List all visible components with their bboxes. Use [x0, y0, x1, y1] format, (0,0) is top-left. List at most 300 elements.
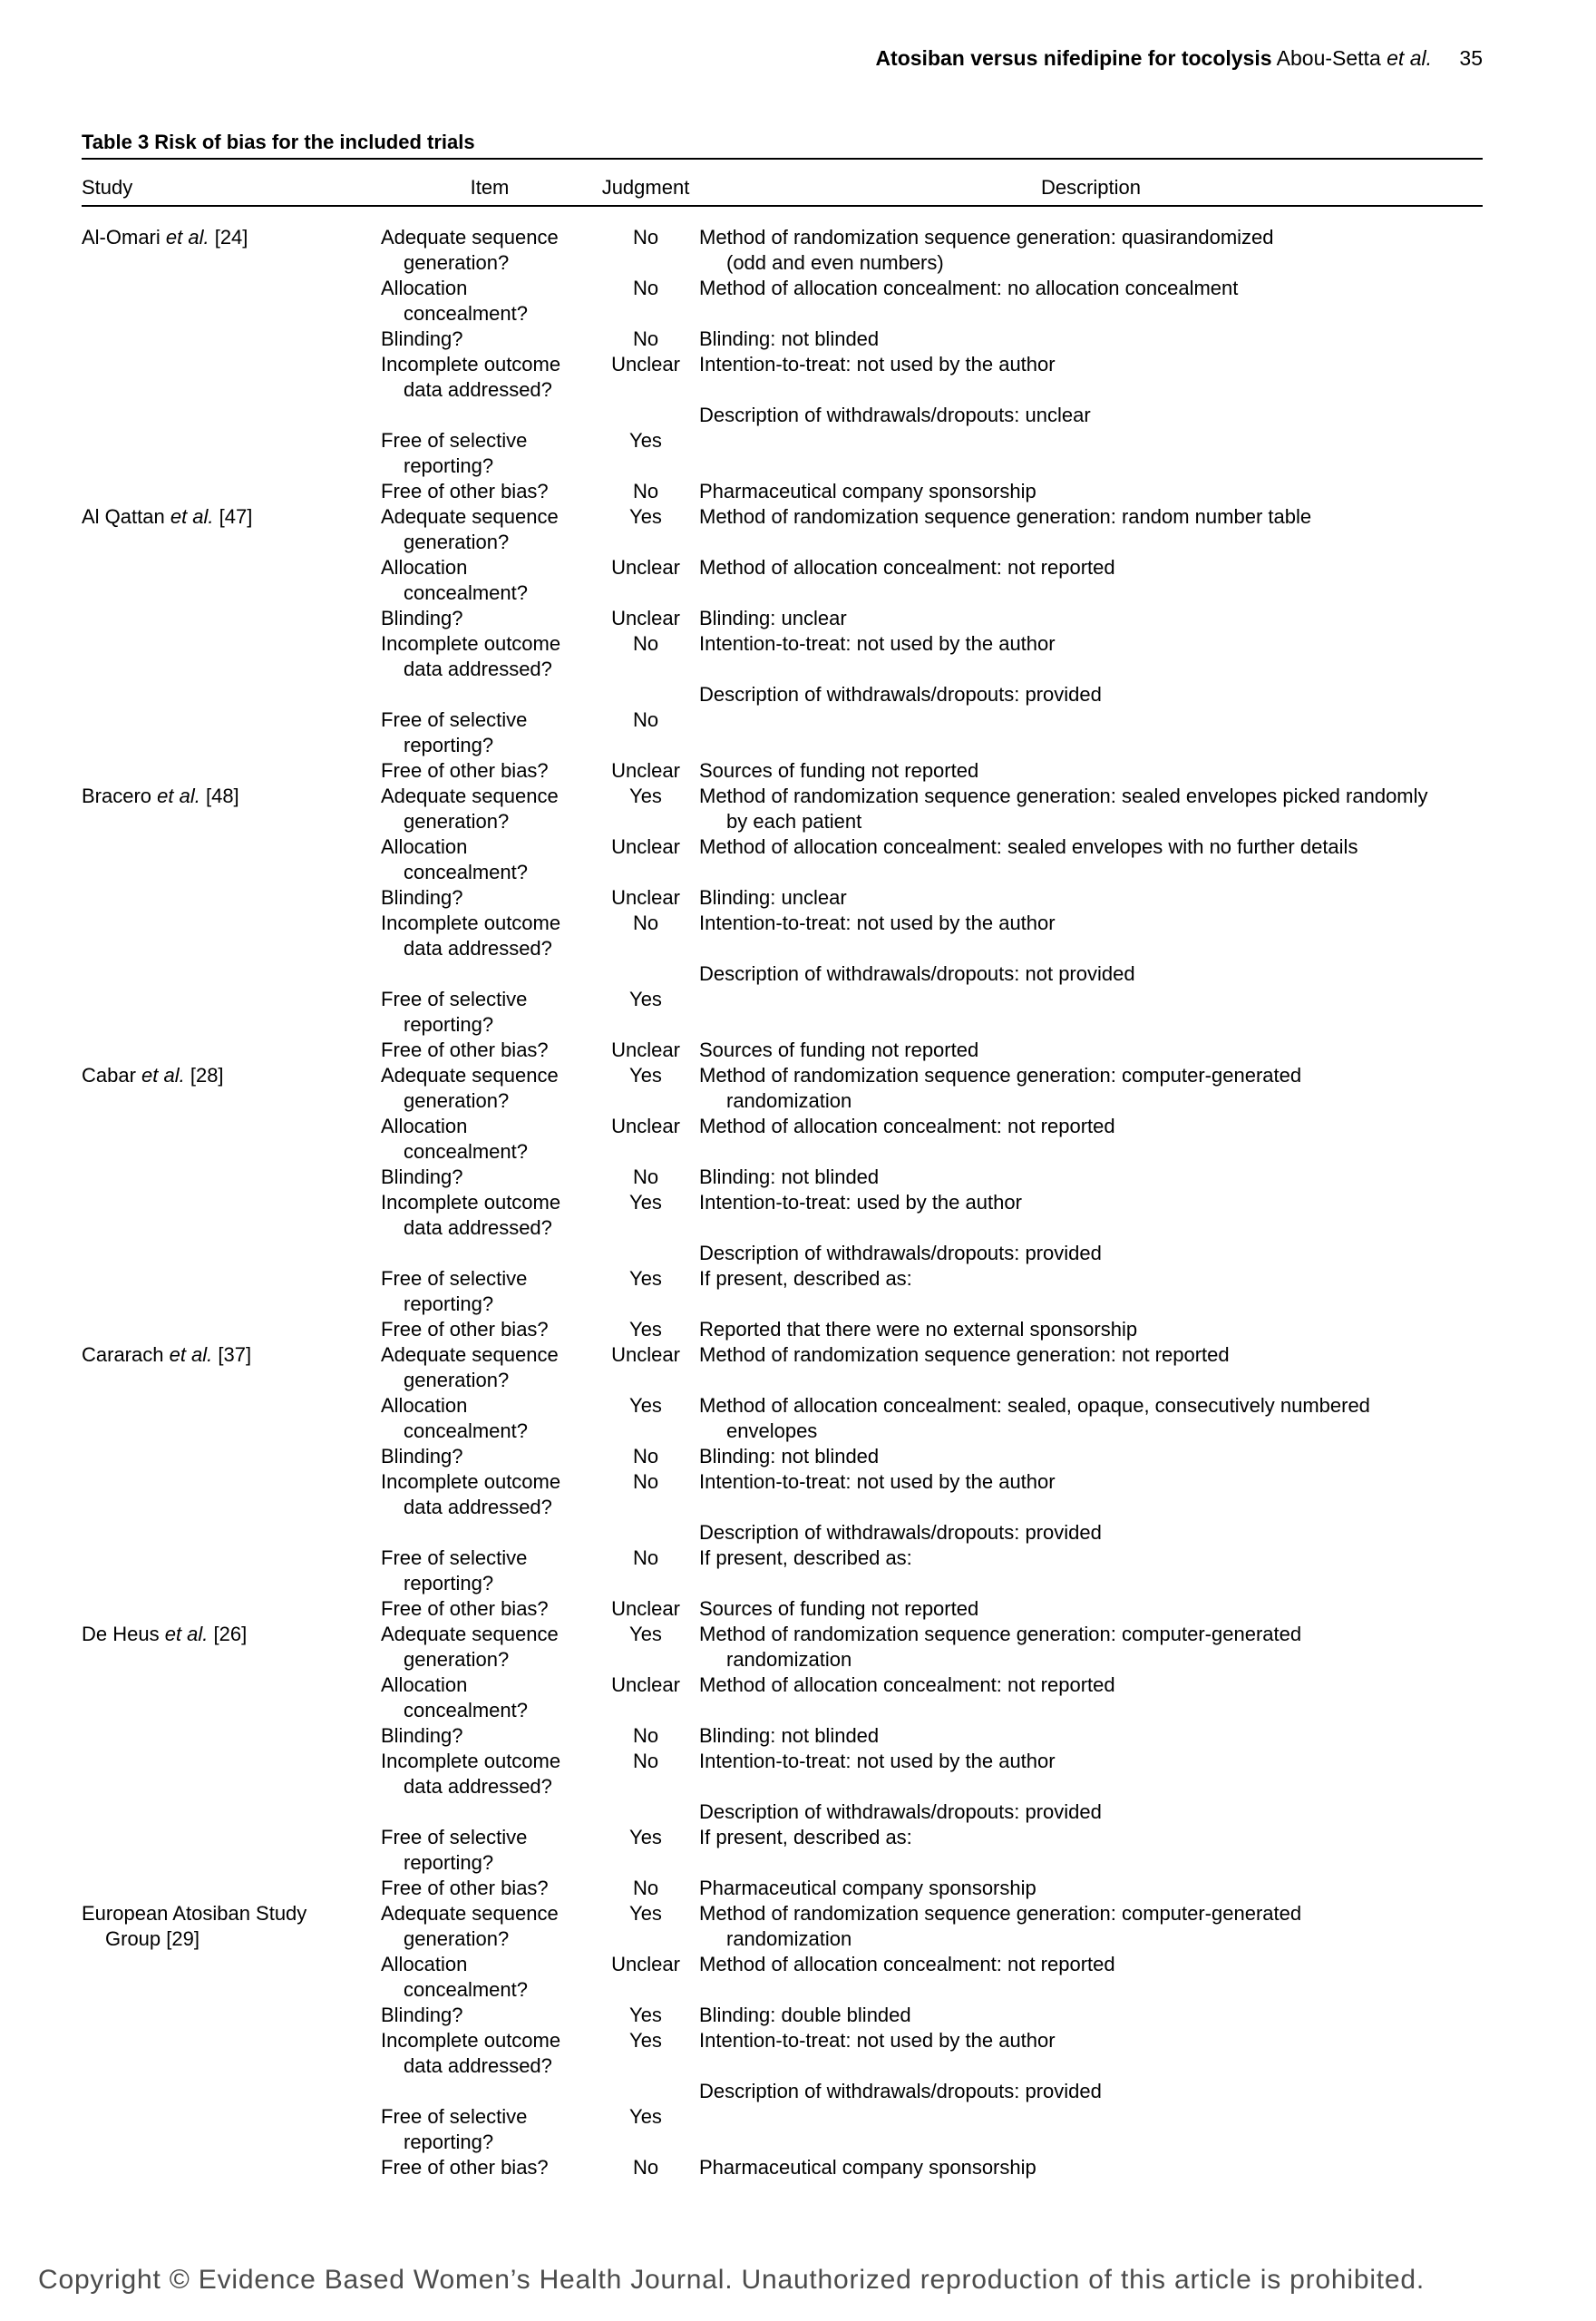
bias-item-row — [82, 961, 1483, 987]
judgment-cell: Unclear — [611, 759, 680, 782]
description-line: envelopes — [726, 1419, 818, 1442]
item-cell — [381, 2028, 598, 2079]
description-cell — [693, 885, 1483, 911]
bias-item-row — [82, 2028, 1483, 2079]
bias-item-row — [82, 1266, 1483, 1317]
description-line: Blinding: unclear — [699, 886, 847, 909]
description-line: Intention-to-treat: not used by the author — [699, 2029, 1056, 2052]
description-line: Blinding: not blinded — [699, 1165, 880, 1188]
judgment-cell: No — [632, 1470, 659, 1493]
item-cell — [381, 1876, 598, 1901]
judgment-cell: Yes — [629, 785, 662, 807]
item-line: generation? — [404, 810, 510, 833]
item-line: Adequate sequence — [381, 1343, 559, 1366]
judgment-cell: Yes — [629, 1902, 662, 1925]
judgment-cell: No — [632, 632, 659, 655]
item-line: Blinding? — [381, 1724, 463, 1747]
description-cell — [693, 1876, 1483, 1901]
item-line: Incomplete outcome — [381, 912, 561, 934]
judgment-cell: No — [632, 480, 659, 502]
item-cell — [381, 327, 598, 352]
bias-item-row — [82, 327, 1483, 352]
description-line: Method of randomization sequence generation: random number table — [699, 505, 1312, 528]
description-line: Description of withdrawals/dropouts: provided — [699, 683, 1102, 706]
item-line: Incomplete outcome — [381, 1470, 561, 1493]
item-line: Allocation — [381, 1115, 468, 1137]
description-cell — [693, 1063, 1483, 1114]
study-name-line: Cabar et al. [28] — [82, 1064, 224, 1087]
item-line: Free of selective — [381, 1267, 528, 1290]
item-line: Adequate sequence — [381, 226, 559, 249]
judgment-cell: No — [632, 912, 659, 934]
study-name-line: Group [29] — [105, 1927, 200, 1950]
item-line: Allocation — [381, 1394, 468, 1417]
description-cell — [693, 225, 1483, 276]
bias-item-row — [82, 1114, 1483, 1165]
item-line: data addressed? — [404, 1216, 552, 1239]
study-name-cell — [82, 1622, 381, 1647]
description-cell — [693, 1444, 1483, 1469]
judgment-cell: Unclear — [611, 835, 680, 858]
description-line: Method of allocation concealment: not reported — [699, 1115, 1115, 1137]
item-cell — [381, 1266, 598, 1317]
item-line: Allocation — [381, 1673, 468, 1696]
bias-item-row — [82, 2155, 1483, 2180]
judgment-cell: Yes — [629, 1318, 662, 1341]
item-cell — [381, 504, 598, 555]
study-et-al: et al. — [164, 505, 214, 528]
item-line: Free of other bias? — [381, 1597, 549, 1620]
item-cell — [381, 1190, 598, 1241]
item-cell — [381, 1342, 598, 1393]
item-line: generation? — [404, 1369, 510, 1391]
item-cell — [381, 1038, 598, 1063]
judgment-cell: No — [632, 1445, 659, 1468]
description-line: (odd and even numbers) — [726, 251, 944, 274]
bias-item-row — [82, 682, 1483, 707]
item-line: Free of selective — [381, 1826, 528, 1848]
running-head — [82, 45, 1483, 71]
judgment-cell: No — [632, 2156, 659, 2179]
study-name-line: Bracero et al. [48] — [82, 785, 239, 807]
description-line: Method of randomization sequence generation: not reported — [699, 1343, 1230, 1366]
description-line: Blinding: double blinded — [699, 2004, 911, 2026]
description-cell — [693, 784, 1483, 834]
description-cell — [693, 911, 1483, 936]
judgment-cell: Yes — [629, 2105, 662, 2128]
description-line: randomization — [726, 1927, 852, 1950]
judgment-cell: Unclear — [611, 1597, 680, 1620]
bias-item-row — [82, 1444, 1483, 1469]
bias-item-row — [82, 1520, 1483, 1546]
bias-item-row — [82, 1469, 1483, 1520]
item-line: Blinding? — [381, 607, 463, 629]
description-cell — [693, 1952, 1483, 1977]
running-head-author: Abou-Setta — [1276, 46, 1381, 70]
table-header-row — [82, 175, 1483, 200]
bias-item-row — [82, 1825, 1483, 1876]
description-line: Description of withdrawals/dropouts: provided — [699, 1800, 1102, 1823]
description-cell — [693, 758, 1483, 784]
item-line: generation? — [404, 531, 510, 553]
item-cell — [381, 1393, 598, 1444]
item-line: Blinding? — [381, 327, 463, 350]
description-cell — [693, 834, 1483, 860]
item-line: data addressed? — [404, 2054, 552, 2077]
judgment-cell: Yes — [629, 1267, 662, 1290]
item-line: Incomplete outcome — [381, 632, 561, 655]
item-line: Free of other bias? — [381, 759, 549, 782]
item-cell — [381, 1317, 598, 1342]
description-cell — [693, 1469, 1483, 1495]
item-cell — [381, 225, 598, 276]
item-cell — [381, 758, 598, 784]
judgment-cell: Yes — [629, 2004, 662, 2026]
item-line: Free of selective — [381, 1546, 528, 1569]
item-line: concealment? — [404, 1140, 528, 1163]
item-line: generation? — [404, 251, 510, 274]
description-cell — [693, 1317, 1483, 1342]
table-header-rule — [82, 205, 1483, 207]
study-et-al: et al. — [163, 1343, 213, 1366]
description-line: Pharmaceutical company sponsorship — [699, 1877, 1036, 1899]
judgment-cell: Unclear — [611, 1039, 680, 1061]
item-line: Blinding? — [381, 1445, 463, 1468]
bias-item-row — [82, 987, 1483, 1038]
bias-item-row — [82, 225, 1483, 276]
bias-item-row — [82, 606, 1483, 631]
study-block — [82, 1901, 1483, 2180]
bias-item-row — [82, 1241, 1483, 1266]
bias-item-row — [82, 1393, 1483, 1444]
description-cell — [693, 1749, 1483, 1774]
judgment-cell: No — [632, 1724, 659, 1747]
description-cell — [693, 276, 1483, 301]
item-cell — [381, 1622, 598, 1672]
item-line: reporting? — [404, 1572, 494, 1594]
bias-item-row — [82, 631, 1483, 682]
item-cell — [381, 428, 598, 479]
running-head-title: Atosiban versus nifedipine for tocolysis — [875, 46, 1272, 70]
judgment-cell: Unclear — [611, 1673, 680, 1696]
item-line: reporting? — [404, 734, 494, 756]
item-line: Allocation — [381, 835, 468, 858]
item-line: Allocation — [381, 556, 468, 579]
study-name-cell — [82, 1063, 381, 1088]
item-line: Free of selective — [381, 988, 528, 1010]
item-cell — [381, 1114, 598, 1165]
description-line: Blinding: not blinded — [699, 327, 880, 350]
study-block — [82, 784, 1483, 1063]
item-line: reporting? — [404, 1851, 494, 1874]
item-line: data addressed? — [404, 1496, 552, 1518]
description-cell — [693, 2079, 1483, 2104]
item-cell — [381, 885, 598, 911]
item-line: Incomplete outcome — [381, 1750, 561, 1772]
study-name-line: Al Qattan et al. [47] — [82, 505, 253, 528]
description-cell — [693, 961, 1483, 987]
item-line: Adequate sequence — [381, 505, 559, 528]
item-line: data addressed? — [404, 378, 552, 401]
description-cell — [693, 479, 1483, 504]
study-name-line: Cararach et al. [37] — [82, 1343, 252, 1366]
description-line: Method of allocation concealment: sealed, opaque, consecutively numbered — [699, 1394, 1370, 1417]
page-number: 35 — [1459, 46, 1483, 70]
judgment-cell: Unclear — [611, 556, 680, 579]
column-header-item: Item — [470, 176, 510, 199]
item-cell — [381, 1901, 598, 1952]
bias-item-row — [82, 911, 1483, 961]
description-cell — [693, 631, 1483, 657]
description-cell — [693, 1038, 1483, 1063]
description-cell — [693, 1114, 1483, 1139]
item-cell — [381, 631, 598, 682]
item-line: reporting? — [404, 1292, 494, 1315]
item-line: concealment? — [404, 302, 528, 325]
item-line: concealment? — [404, 1978, 528, 2001]
study-et-al: et al. — [135, 1064, 185, 1087]
bias-item-row — [82, 834, 1483, 885]
item-line: concealment? — [404, 581, 528, 604]
item-line: data addressed? — [404, 937, 552, 960]
item-line: Allocation — [381, 1953, 468, 1975]
description-line: Intention-to-treat: not used by the author — [699, 1750, 1056, 1772]
description-line: If present, described as: — [699, 1826, 912, 1848]
bias-item-row — [82, 885, 1483, 911]
study-block — [82, 225, 1483, 504]
description-cell — [693, 1546, 1483, 1571]
item-cell — [381, 1952, 598, 2003]
item-cell — [381, 352, 598, 403]
description-cell — [693, 1799, 1483, 1825]
bias-item-row — [82, 428, 1483, 479]
study-block — [82, 1342, 1483, 1622]
judgment-cell: Yes — [629, 505, 662, 528]
item-line: data addressed? — [404, 1775, 552, 1798]
bias-item-row — [82, 2104, 1483, 2155]
study-et-al: et al. — [159, 1623, 209, 1645]
item-line: Adequate sequence — [381, 1064, 559, 1087]
item-line: Free of selective — [381, 429, 528, 452]
bias-item-row — [82, 479, 1483, 504]
description-cell — [693, 1622, 1483, 1672]
description-cell — [693, 403, 1483, 428]
bias-item-row — [82, 276, 1483, 327]
bias-item-row — [82, 1672, 1483, 1723]
item-line: Free of other bias? — [381, 1877, 549, 1899]
description-line: Method of randomization sequence generation: computer-generated — [699, 1902, 1302, 1925]
description-line: Sources of funding not reported — [699, 1039, 979, 1061]
bias-item-row — [82, 2079, 1483, 2104]
bias-item-row — [82, 352, 1483, 403]
judgment-cell: Yes — [629, 1826, 662, 1848]
item-line: Adequate sequence — [381, 785, 559, 807]
item-cell — [381, 2003, 598, 2028]
judgment-cell: No — [632, 708, 659, 731]
description-cell — [693, 1165, 1483, 1190]
item-line: Free of other bias? — [381, 480, 549, 502]
bias-item-row — [82, 707, 1483, 758]
study-name-cell — [82, 225, 381, 250]
item-line: Incomplete outcome — [381, 1191, 561, 1214]
description-line: If present, described as: — [699, 1546, 912, 1569]
bias-item-row — [82, 1063, 1483, 1114]
item-cell — [381, 911, 598, 961]
item-line: concealment? — [404, 861, 528, 883]
bias-item-row — [82, 504, 1483, 555]
bias-item-row — [82, 1952, 1483, 2003]
study-name-cell — [82, 504, 381, 530]
description-line: by each patient — [726, 810, 862, 833]
description-line: If present, described as: — [699, 1267, 912, 1290]
description-line: Method of randomization sequence generation: computer-generated — [699, 1064, 1302, 1087]
description-line: Intention-to-treat: not used by the author — [699, 1470, 1056, 1493]
description-line: Intention-to-treat: not used by the author — [699, 353, 1056, 375]
item-line: Free of selective — [381, 708, 528, 731]
description-cell — [693, 1825, 1483, 1850]
item-cell — [381, 784, 598, 834]
bias-item-row — [82, 1723, 1483, 1749]
study-name-line: De Heus et al. [26] — [82, 1623, 248, 1645]
description-cell — [693, 327, 1483, 352]
description-cell — [693, 1596, 1483, 1622]
item-cell — [381, 1063, 598, 1114]
judgment-cell: Unclear — [611, 886, 680, 909]
description-line: Intention-to-treat: not used by the author — [699, 912, 1056, 934]
description-cell — [693, 352, 1483, 377]
judgment-cell: Unclear — [611, 1953, 680, 1975]
description-cell — [693, 1723, 1483, 1749]
description-line: Method of allocation concealment: not reported — [699, 556, 1115, 579]
study-name-cell — [82, 1901, 381, 1952]
bias-item-row — [82, 2003, 1483, 2028]
judgment-cell: Yes — [629, 1394, 662, 1417]
description-cell — [693, 1672, 1483, 1698]
judgment-cell: Yes — [629, 429, 662, 452]
item-line: generation? — [404, 1089, 510, 1112]
item-line: Incomplete outcome — [381, 353, 561, 375]
item-cell — [381, 1469, 598, 1520]
item-line: generation? — [404, 1927, 510, 1950]
study-et-al: et al. — [151, 785, 200, 807]
item-line: Blinding? — [381, 2004, 463, 2026]
description-cell — [693, 555, 1483, 580]
description-cell — [693, 606, 1483, 631]
table-top-rule — [82, 158, 1483, 160]
judgment-cell: No — [632, 1877, 659, 1899]
description-cell — [693, 1241, 1483, 1266]
judgment-cell: Yes — [629, 1623, 662, 1645]
item-line: Free of other bias? — [381, 1039, 549, 1061]
item-cell — [381, 479, 598, 504]
item-cell — [381, 707, 598, 758]
description-line: Method of allocation concealment: no allocation concealment — [699, 277, 1239, 299]
item-line: concealment? — [404, 1699, 528, 1721]
bias-item-row — [82, 1165, 1483, 1190]
description-line: Description of withdrawals/dropouts: provided — [699, 2080, 1102, 2102]
description-line: Blinding: unclear — [699, 607, 847, 629]
bias-item-row — [82, 1749, 1483, 1799]
item-line: Free of other bias? — [381, 1318, 549, 1341]
item-cell — [381, 1546, 598, 1596]
judgment-cell: No — [632, 226, 659, 249]
description-line: Blinding: not blinded — [699, 1445, 880, 1468]
item-cell — [381, 276, 598, 327]
description-cell — [693, 682, 1483, 707]
judgment-cell: Unclear — [611, 1115, 680, 1137]
item-line: reporting? — [404, 454, 494, 477]
description-line: Description of withdrawals/dropouts: not provided — [699, 962, 1135, 985]
bias-item-row — [82, 1342, 1483, 1393]
item-line: generation? — [404, 1648, 510, 1671]
description-line: Description of withdrawals/dropouts: unclear — [699, 404, 1091, 426]
bias-item-row — [82, 1038, 1483, 1063]
description-line: Description of withdrawals/dropouts: provided — [699, 1521, 1102, 1544]
judgment-cell: Yes — [629, 988, 662, 1010]
column-header-judgment: Judgment — [601, 176, 690, 199]
study-block — [82, 504, 1483, 784]
study-name-line: European Atosiban Study — [82, 1902, 307, 1925]
description-cell — [693, 504, 1483, 530]
item-line: reporting? — [404, 1013, 494, 1036]
description-cell — [693, 1266, 1483, 1292]
bias-item-row — [82, 403, 1483, 428]
description-line: Pharmaceutical company sponsorship — [699, 2156, 1036, 2179]
study-block — [82, 1063, 1483, 1342]
item-cell — [381, 1596, 598, 1622]
table-body — [82, 225, 1483, 2180]
bias-item-row — [82, 1596, 1483, 1622]
item-cell — [381, 1444, 598, 1469]
description-line: Method of randomization sequence generation: computer-generated — [699, 1623, 1302, 1645]
item-cell — [381, 987, 598, 1038]
judgment-cell: No — [632, 1546, 659, 1569]
description-line: Method of randomization sequence generation: sealed envelopes picked randomly — [699, 785, 1428, 807]
study-name-cell — [82, 1342, 381, 1368]
item-line: Free of selective — [381, 2105, 528, 2128]
bias-item-row — [82, 784, 1483, 834]
description-line: Sources of funding not reported — [699, 759, 979, 782]
description-line: Sources of funding not reported — [699, 1597, 979, 1620]
table-caption: Table 3 Risk of bias for the included trials — [82, 131, 475, 153]
bias-item-row — [82, 555, 1483, 606]
bias-item-row — [82, 1901, 1483, 1952]
description-line: Description of withdrawals/dropouts: provided — [699, 1242, 1102, 1264]
description-cell — [693, 1342, 1483, 1368]
column-header-description: Description — [1040, 176, 1142, 199]
copyright-notice: Copyright © Evidence Based Women’s Health Journal. Unauthorized reproduction of this article is prohibited. — [38, 2265, 1426, 2295]
judgment-cell: No — [632, 1750, 659, 1772]
item-line: Incomplete outcome — [381, 2029, 561, 2052]
item-line: Adequate sequence — [381, 1623, 559, 1645]
description-cell — [693, 1190, 1483, 1215]
running-head-et-al: et al. — [1387, 46, 1433, 70]
bias-item-row — [82, 1317, 1483, 1342]
description-line: Intention-to-treat: not used by the author — [699, 632, 1056, 655]
bias-item-row — [82, 1622, 1483, 1672]
item-cell — [381, 834, 598, 885]
judgment-cell: Unclear — [611, 1343, 680, 1366]
column-header-study: Study — [82, 176, 133, 199]
item-line: concealment? — [404, 1419, 528, 1442]
study-name-line: Al-Omari et al. [24] — [82, 226, 248, 249]
judgment-cell: No — [632, 1165, 659, 1188]
description-line: Method of allocation concealment: not reported — [699, 1953, 1115, 1975]
judgment-cell: Yes — [629, 1191, 662, 1214]
description-cell — [693, 2155, 1483, 2180]
judgment-cell: Unclear — [611, 607, 680, 629]
item-line: Allocation — [381, 277, 468, 299]
